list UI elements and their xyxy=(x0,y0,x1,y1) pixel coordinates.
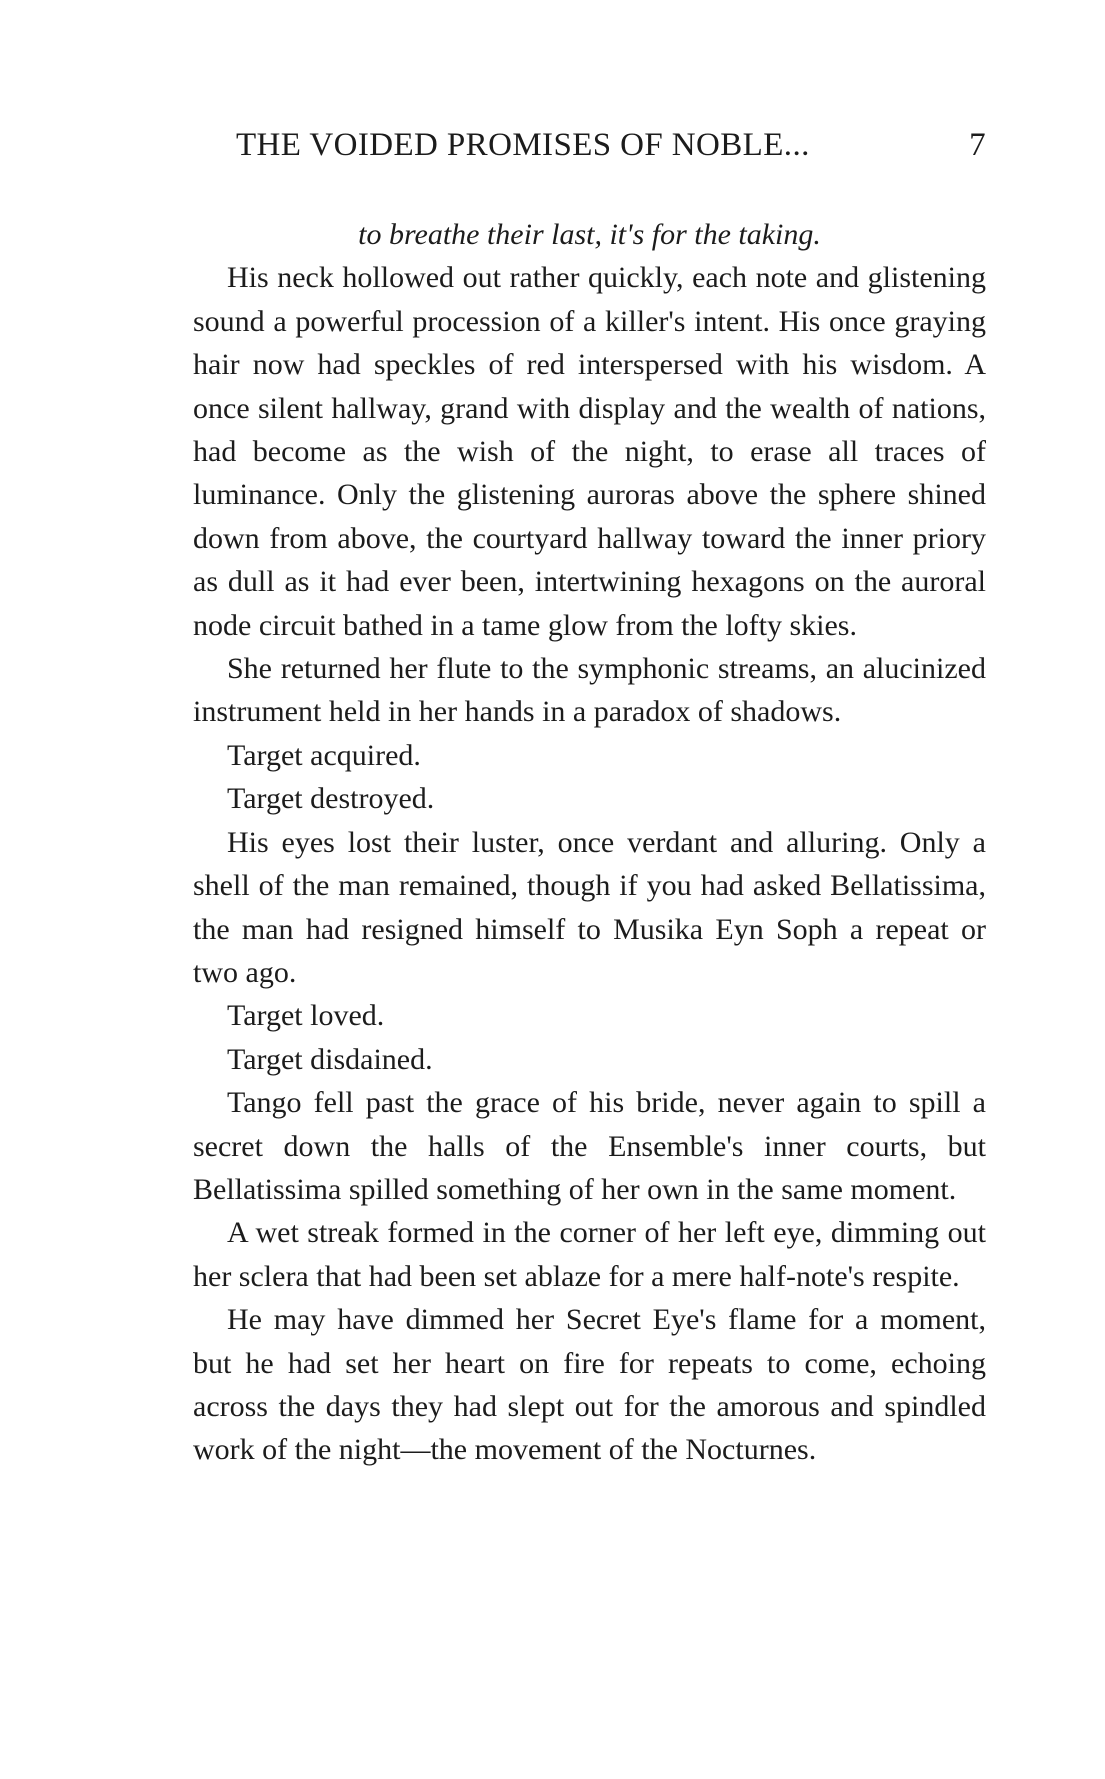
paragraph: Target disdained. xyxy=(227,1042,433,1076)
paragraph: Tango fell past the grace of his bride, never again to spill a secret down the halls of the Ensemble's inner courts, but Bellatissima spilled something of her own in the same moment. xyxy=(193,1086,986,1206)
running-title: THE VOIDED PROMISES OF NOBLE... xyxy=(236,127,810,163)
paragraph: His neck hollowed out rather quickly, each note and glistening sound a powerful procession of a killer's intent. His once graying hair now had speckles of red interspersed with his wisdom. A once silent hallway, grand with display and the wealth of nations, had become as the wish of the night, to erase all traces of luminance. Only the glistening auroras above the sphere shined down from above, the courtyard hallway toward the inner priory as dull as it had ever been, intertwining hexagons on the auroral node circuit bathed in a tame glow from the lofty skies. xyxy=(193,261,986,642)
paragraph: His eyes lost their luster, once verdant and alluring. Only a shell of the man remained, though if you had asked Bellatissima, the man had resigned himself to Musika Eyn Soph a repeat or two ago. xyxy=(193,825,986,989)
paragraph: He may have dimmed her Secret Eye's flame for a moment, but he had set her heart on fire for repeats to come, echoing across the days they had slept out for the amorous and spindled work of the night—the movement of the Nocturnes. xyxy=(193,1303,986,1467)
paragraph: A wet streak formed in the corner of her left eye, dimming out her sclera that had been set ablaze for a mere half-note's respite. xyxy=(193,1216,986,1293)
paragraph: She returned her flute to the symphonic streams, an alucinized instrument held in her hands in a paradox of shadows. xyxy=(193,652,986,729)
page-number: 7 xyxy=(969,127,986,163)
body-text xyxy=(193,213,986,1472)
italic-verse-line: to breathe their last, it's for the taking. xyxy=(358,218,821,251)
paragraph: Target destroyed. xyxy=(227,782,435,816)
paragraph: Target loved. xyxy=(227,999,385,1033)
paragraph: Target acquired. xyxy=(227,738,421,772)
